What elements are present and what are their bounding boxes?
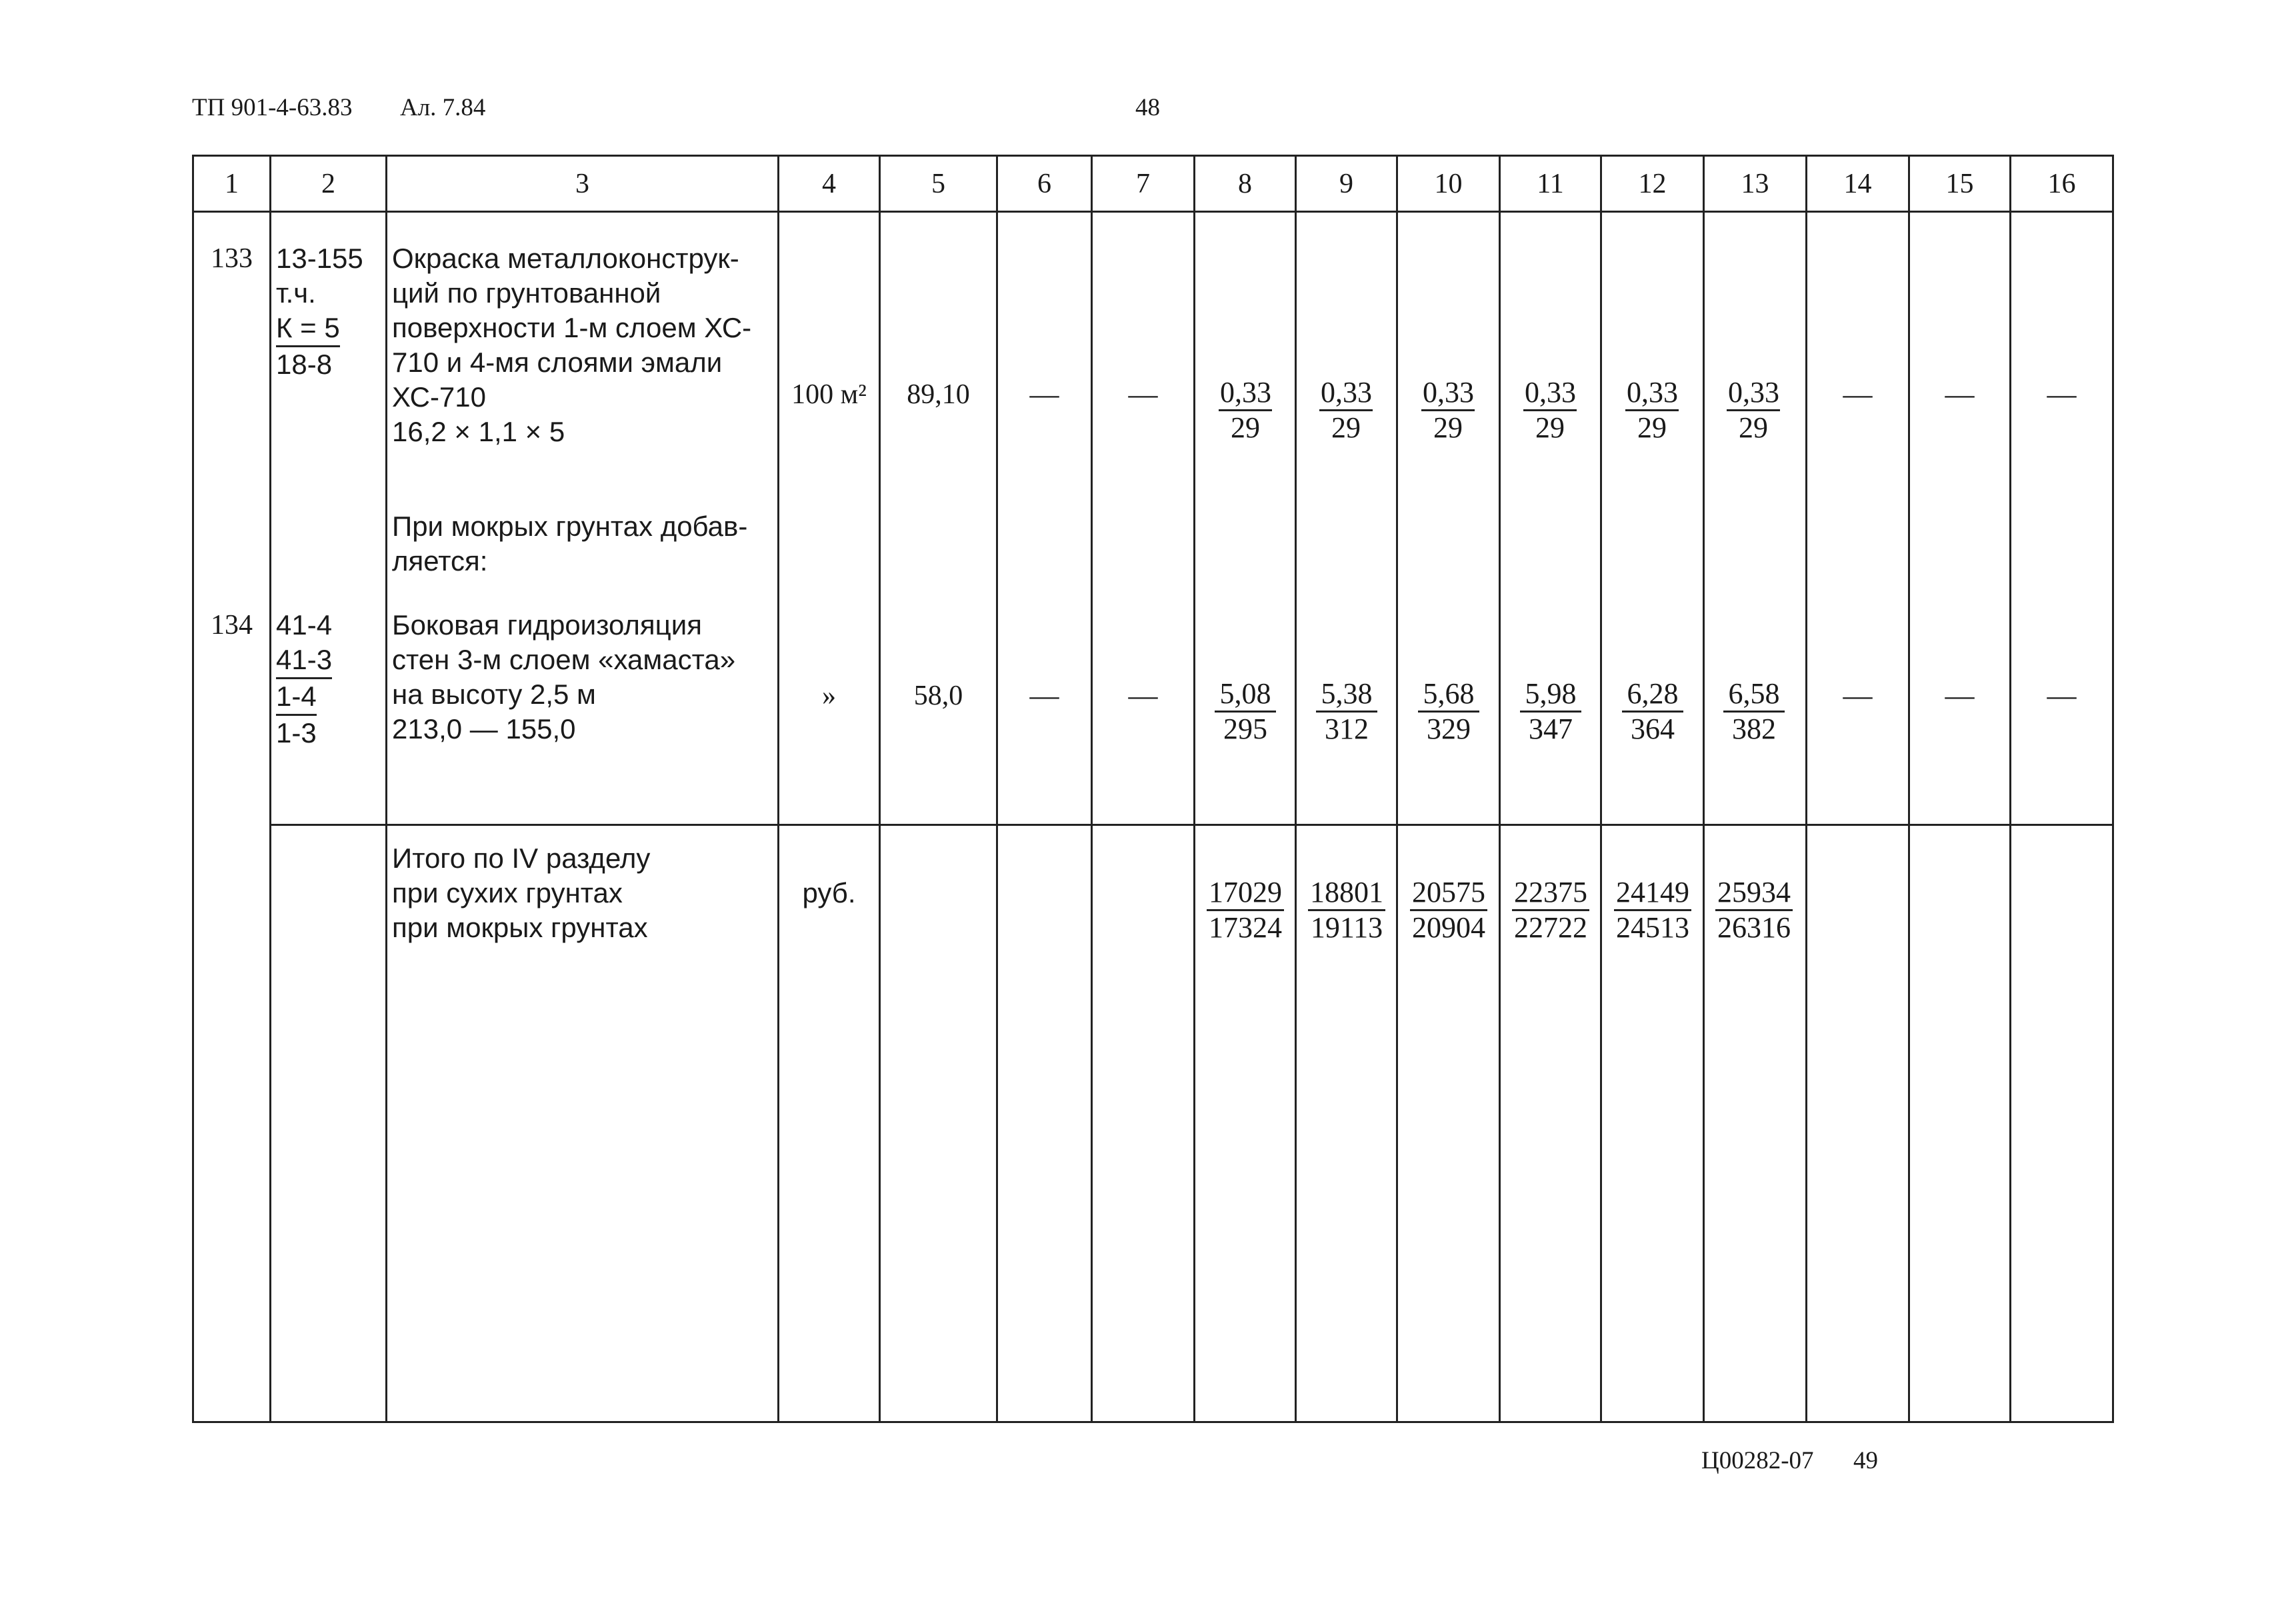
norm-code-coef: К = 5 — [276, 311, 340, 347]
wet-soil-note — [392, 509, 747, 579]
description-line: Окраска металлоконструк- — [392, 243, 739, 274]
col-num-5: 5 — [931, 169, 945, 199]
fraction-top: 18801 — [1308, 876, 1385, 911]
total-fraction — [1308, 876, 1385, 944]
fraction-bottom: 364 — [1631, 713, 1675, 745]
total-wet-label: при мокрых грунтах — [392, 912, 648, 943]
cost-fraction — [1622, 677, 1683, 746]
fraction-top: 0,33 — [1727, 376, 1780, 411]
row-number: 133 — [211, 243, 253, 274]
description-line: на высоту 2,5 м — [392, 679, 596, 710]
cost-fraction — [1523, 376, 1577, 445]
stamp-code: Ц00282-07 — [1701, 1447, 1814, 1474]
col-num-1: 1 — [225, 169, 239, 199]
norm-code-line: т.ч. — [276, 277, 316, 309]
col-num-2: 2 — [321, 169, 335, 199]
cost-fraction — [1319, 376, 1373, 445]
fraction-top: 5,98 — [1520, 677, 1581, 713]
description-line: поверхности 1-м слоем ХС- — [392, 312, 752, 343]
description-line: 16,2 × 1,1 × 5 — [392, 416, 565, 447]
cost-fraction — [1421, 376, 1475, 445]
total-fraction — [1512, 876, 1589, 944]
sheet-number: 49 — [1853, 1447, 1878, 1474]
cost-fraction — [1625, 376, 1679, 445]
col-border-10 — [1499, 155, 1501, 1423]
col-num-9: 9 — [1339, 169, 1353, 199]
col6-dash: — — [1029, 378, 1059, 411]
col-border-4 — [879, 155, 881, 1423]
table-top-border — [192, 155, 2113, 157]
description-line: 710 и 4-мя слоями эмали — [392, 347, 723, 378]
page-number: 48 — [1135, 94, 1160, 121]
description-line: ХС-710 — [392, 381, 487, 413]
cost-fraction — [1215, 677, 1276, 746]
doc-code: ТП 901-4-63.83 — [192, 94, 353, 121]
fraction-top: 22375 — [1512, 876, 1589, 911]
col-border-15 — [2009, 155, 2011, 1423]
fraction-bottom: 29 — [1331, 411, 1361, 444]
total-dry-label: при сухих грунтах — [392, 877, 623, 908]
note-line: При мокрых грунтах добав- — [392, 511, 748, 542]
fraction-bottom: 329 — [1427, 713, 1471, 745]
col-border-11 — [1600, 155, 1602, 1423]
fraction-top: 0,33 — [1319, 376, 1373, 411]
fraction-top: 0,33 — [1523, 376, 1577, 411]
description-line: ций по грунтованной — [392, 277, 661, 309]
total-title: Итого по IV разделу — [392, 842, 651, 874]
fraction-bottom: 26316 — [1717, 911, 1791, 944]
fraction-top: 17029 — [1207, 876, 1284, 911]
fraction-bottom: 24513 — [1616, 911, 1689, 944]
col-num-7: 7 — [1136, 169, 1150, 199]
norm-code-line: 1-3 — [276, 717, 317, 749]
cost-fraction — [1727, 376, 1780, 445]
col-border-2 — [385, 155, 387, 1423]
description-line: стен 3-м слоем «хамаста» — [392, 644, 736, 675]
col7-dash: — — [1128, 679, 1158, 712]
col-num-6: 6 — [1037, 169, 1051, 199]
col-border-1 — [269, 155, 271, 1423]
quantity: 89,10 — [907, 379, 970, 410]
col-num-4: 4 — [822, 169, 836, 199]
col16-dash: — — [2047, 378, 2077, 411]
unit: » — [822, 681, 836, 711]
fraction-top: 25934 — [1715, 876, 1793, 911]
col-border-14 — [1908, 155, 1910, 1423]
total-fraction — [1614, 876, 1691, 944]
col-border-9 — [1396, 155, 1398, 1423]
col-num-13: 13 — [1741, 169, 1769, 199]
total-fraction — [1207, 876, 1284, 944]
total-description — [392, 841, 650, 945]
col-border-13 — [1805, 155, 1807, 1423]
total-row-separator — [269, 824, 2113, 826]
fraction-top: 0,33 — [1219, 376, 1272, 411]
col15-dash: — — [1945, 679, 1975, 712]
fraction-bottom: 312 — [1325, 713, 1369, 745]
col7-dash: — — [1128, 378, 1158, 411]
note-line: ляется: — [392, 545, 488, 577]
total-fraction — [1410, 876, 1487, 944]
total-unit: руб. — [802, 877, 856, 908]
fraction-bottom: 295 — [1223, 713, 1267, 745]
col-num-11: 11 — [1537, 169, 1564, 199]
norm-code — [276, 241, 363, 382]
col-border-16 — [2112, 155, 2114, 1423]
fraction-bottom: 29 — [1535, 411, 1565, 444]
cost-fraction — [1723, 677, 1785, 746]
album-ref: Ал. 7.84 — [400, 94, 486, 121]
fraction-bottom: 382 — [1732, 713, 1776, 745]
row-number: 134 — [211, 610, 253, 641]
fraction-top: 0,33 — [1421, 376, 1475, 411]
fraction-bottom: 347 — [1529, 713, 1573, 745]
col-num-15: 15 — [1945, 169, 1974, 199]
description-line: Боковая гидроизоляция — [392, 609, 702, 641]
fraction-bottom: 20904 — [1412, 911, 1485, 944]
col-num-3: 3 — [575, 169, 589, 199]
col15-dash: — — [1945, 378, 1975, 411]
col-border-5 — [996, 155, 998, 1423]
col-border-3 — [777, 155, 779, 1423]
col-border-12 — [1703, 155, 1705, 1423]
cost-fraction — [1520, 677, 1581, 746]
col-border-0 — [192, 155, 194, 1423]
col-num-12: 12 — [1638, 169, 1667, 199]
col-num-8: 8 — [1238, 169, 1252, 199]
cost-fraction — [1219, 376, 1272, 445]
fraction-bottom: 22722 — [1514, 911, 1587, 944]
description-line: 213,0 — 155,0 — [392, 713, 576, 745]
fraction-bottom: 29 — [1739, 411, 1768, 444]
fraction-top: 20575 — [1410, 876, 1487, 911]
fraction-top: 5,68 — [1418, 677, 1479, 713]
fraction-bottom: 29 — [1433, 411, 1463, 444]
col14-dash: — — [1843, 679, 1873, 712]
fraction-top: 0,33 — [1625, 376, 1679, 411]
work-description — [392, 608, 735, 747]
norm-code-line: 1-4 — [276, 679, 317, 716]
col-num-16: 16 — [2047, 169, 2076, 199]
unit: 100 м² — [791, 379, 867, 410]
fraction-bottom: 29 — [1231, 411, 1260, 444]
cost-fraction — [1418, 677, 1479, 746]
fraction-top: 5,38 — [1316, 677, 1377, 713]
fraction-top: 5,08 — [1215, 677, 1276, 713]
norm-code-line: 41-3 — [276, 643, 332, 679]
col-border-8 — [1295, 155, 1297, 1423]
col-border-7 — [1193, 155, 1195, 1423]
col-border-6 — [1091, 155, 1093, 1423]
header-bottom-border — [192, 211, 2113, 213]
norm-code-line: 13-155 — [276, 243, 363, 274]
fraction-top: 6,28 — [1622, 677, 1683, 713]
quantity: 58,0 — [913, 681, 963, 711]
norm-code-line: 41-4 — [276, 609, 333, 641]
col6-dash: — — [1029, 679, 1059, 712]
norm-code-line: 18-8 — [276, 349, 333, 380]
work-description — [392, 241, 751, 449]
col-num-14: 14 — [1843, 169, 1872, 199]
fraction-bottom: 17324 — [1209, 911, 1282, 944]
fraction-top: 24149 — [1614, 876, 1691, 911]
fraction-bottom: 29 — [1637, 411, 1667, 444]
col16-dash: — — [2047, 679, 2077, 712]
total-fraction — [1715, 876, 1793, 944]
cost-fraction — [1316, 677, 1377, 746]
norm-code — [276, 608, 332, 751]
fraction-bottom: 19113 — [1310, 911, 1383, 944]
col-num-10: 10 — [1434, 169, 1463, 199]
col14-dash: — — [1843, 378, 1873, 411]
table-bottom-border — [192, 1421, 2113, 1423]
fraction-top: 6,58 — [1723, 677, 1785, 713]
